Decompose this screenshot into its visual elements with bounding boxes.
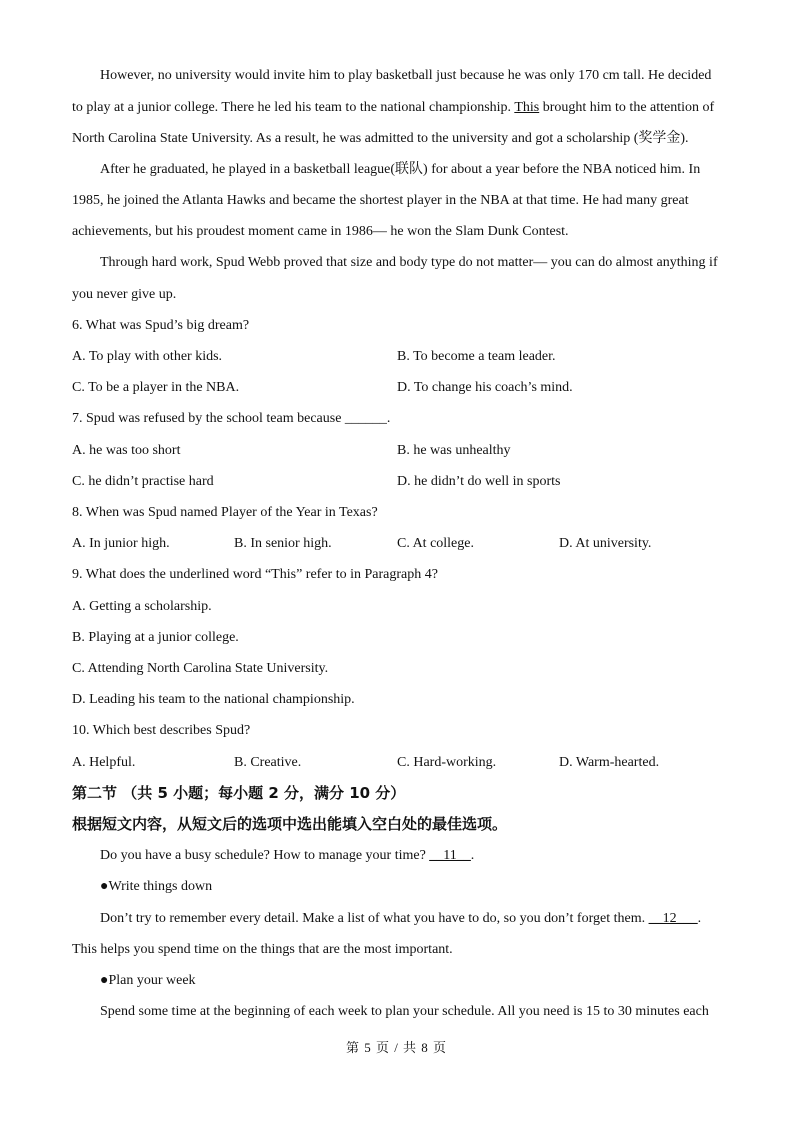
- text: Don’t try to remember every detail. Make a list of what you have to do, so you don’t forget them.: [100, 911, 649, 926]
- passage-line: 1985, he joined the Atlanta Hawks and became the shortest player in the NBA at that time. He had many great: [72, 193, 689, 208]
- blank-11: __11__: [429, 848, 471, 863]
- passage-line: [72, 99, 714, 117]
- option: D. Warm-hearted.: [559, 755, 660, 770]
- option: D. he didn’t do well in sports: [397, 474, 561, 489]
- passage-line: After he graduated, he played in a basketball league(联队) for about a year before the NBA noticed him. In: [100, 162, 701, 177]
- question-10: 10. Which best describes Spud?: [72, 723, 251, 738]
- option: C. he didn’t practise hard: [72, 474, 214, 489]
- passage-line: Do you have a busy schedule? How to manage your time? __11__.: [100, 848, 475, 863]
- passage-line: However, no university would invite him to play basketball just because he was only 170 cm tall. He decided: [100, 68, 712, 83]
- option: C. Attending North Carolina State University.: [72, 661, 329, 676]
- passage-line: Through hard work, Spud Webb proved that size and body type do not matter— you can do almost anything if: [100, 255, 718, 270]
- text: brought him to the attention of: [539, 100, 715, 115]
- option: C. To be a player in the NBA.: [72, 380, 240, 395]
- option: B. To become a team leader.: [397, 349, 556, 364]
- passage-line: you never give up.: [72, 287, 177, 302]
- bullet-heading: ●Write things down: [100, 879, 213, 894]
- option: A. Helpful.: [72, 755, 136, 770]
- option: B. he was unhealthy: [397, 443, 511, 458]
- passage-line: achievements, but his proudest moment came in 1986— he won the Slam Dunk Contest.: [72, 224, 569, 239]
- underlined-word: This: [514, 100, 540, 115]
- question-6: 6. What was Spud’s big dream?: [72, 318, 250, 333]
- blank-12: __12___: [648, 911, 698, 926]
- option: A. he was too short: [72, 443, 181, 458]
- text: Do you have a busy schedule? How to manage your time?: [100, 848, 430, 863]
- passage-line: This helps you spend time on the things that are the most important.: [72, 942, 453, 957]
- option: D. Leading his team to the national championship.: [72, 692, 355, 707]
- question-8: 8. When was Spud named Player of the Year in Texas?: [72, 505, 378, 520]
- option: D. To change his coach’s mind.: [397, 380, 573, 395]
- question-7: 7. Spud was refused by the school team because ______.: [72, 411, 391, 426]
- passage-line: Spend some time at the beginning of each week to plan your schedule. All you need is 15 to 30 minutes each: [100, 1004, 709, 1019]
- text: to play at a junior college. There he led his team to the national championship.: [72, 100, 515, 115]
- option: B. In senior high.: [234, 536, 332, 551]
- option: B. Creative.: [234, 755, 302, 770]
- section-instruction: 根据短文内容，从短文后的选项中选出能填入空白处的最佳选项。: [72, 815, 508, 833]
- section-heading: 第二节 （共 5 小题；每小题 2 分，满分 10 分）: [72, 784, 406, 802]
- page-footer: 第 5 页 / 共 8 页: [345, 1040, 448, 1055]
- passage-line: North Carolina State University. As a result, he was admitted to the university and got a scholarship (奖学金).: [72, 131, 689, 146]
- passage-line: Don’t try to remember every detail. Make a list of what you have to do, so you don’t forget them. __12___.: [100, 911, 702, 926]
- option: A. In junior high.: [72, 536, 170, 551]
- option: C. At college.: [397, 536, 474, 551]
- option: C. Hard-working.: [397, 755, 497, 770]
- option: D. At university.: [559, 536, 652, 551]
- option: A. To play with other kids.: [72, 349, 223, 364]
- option: A. Getting a scholarship.: [72, 599, 212, 614]
- bullet-heading: ●Plan your week: [100, 973, 196, 988]
- option: B. Playing at a junior college.: [72, 630, 239, 645]
- question-9: 9. What does the underlined word “This” refer to in Paragraph 4?: [72, 567, 438, 582]
